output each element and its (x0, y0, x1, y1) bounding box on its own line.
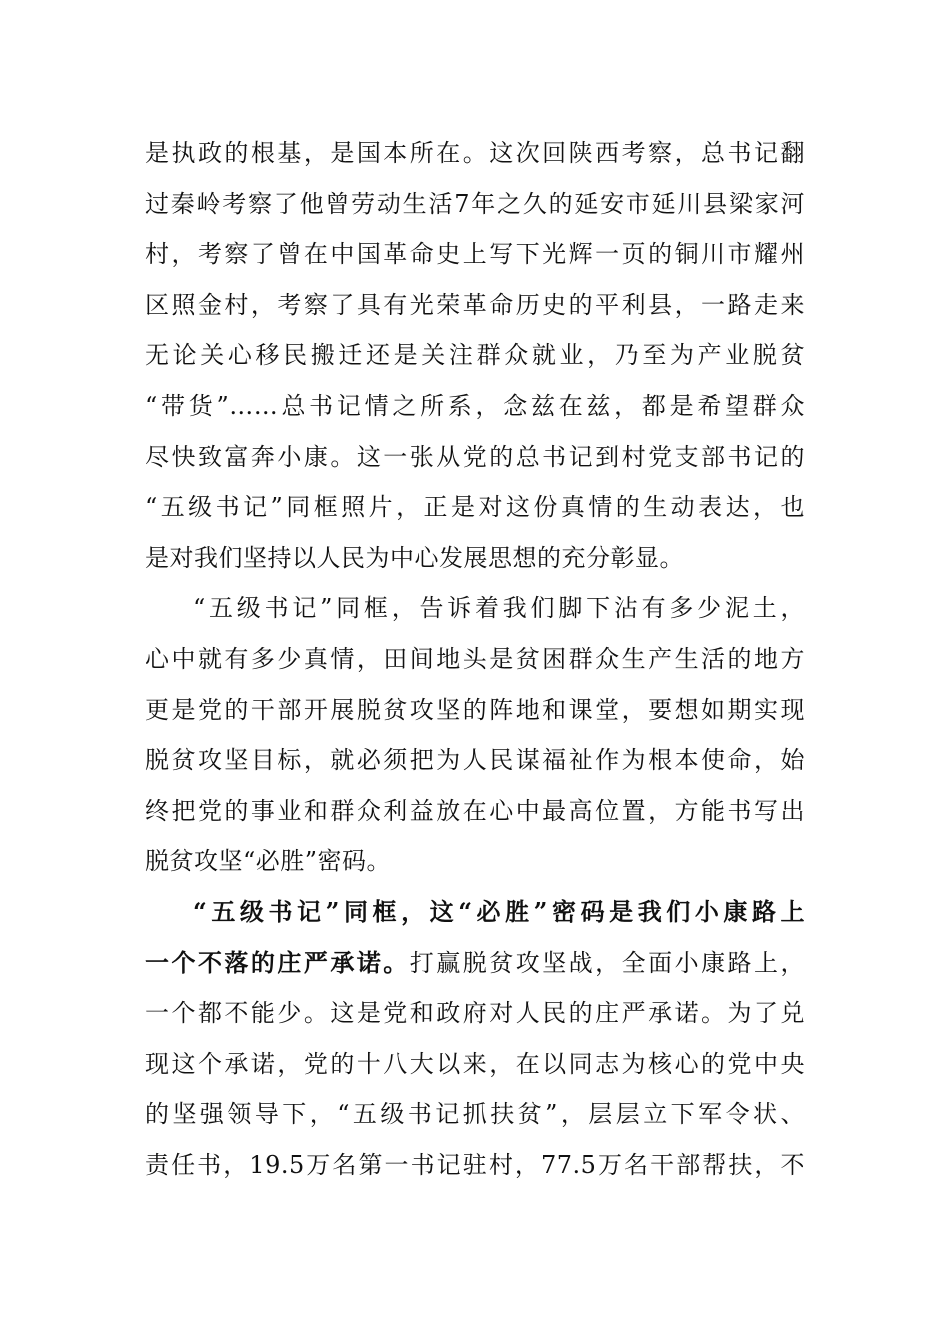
text-line (145, 1089, 805, 1140)
text-line (145, 887, 805, 938)
body-text: 是执政的根基，是国本所在。这次回陕西考察，总书记翻 (145, 139, 805, 167)
body-text: 的坚强领导下，“五级书记抓扶贫”，层层立下军令状、 (145, 1100, 805, 1129)
body-text: 终把党的事业和群众利益放在心中最高位置，方能书写出 (145, 796, 805, 825)
text-line (145, 280, 805, 331)
text-line (145, 1039, 805, 1090)
text-line (145, 583, 805, 634)
text-line (145, 1140, 805, 1191)
body-text: 责任书，19.5万名第一书记驻村，77.5万名干部帮扶，不 (145, 1150, 805, 1179)
paragraph (145, 887, 805, 1191)
text-line (145, 128, 805, 179)
text-line (145, 634, 805, 685)
body-text: 一个都不能少。这是党和政府对人民的庄严承诺。为了兑 (145, 999, 805, 1028)
text-line (145, 988, 805, 1039)
paragraph (145, 583, 805, 887)
body-text: 更是党的干部开展脱贫攻坚的阵地和课堂，要想如期实现 (145, 695, 805, 724)
body-text: 是对我们坚持以人民为中心发展思想的充分彰显。 (145, 543, 684, 572)
document-page (145, 128, 805, 1190)
bold-text: “五级书记”同框，这“必胜”密码是我们小康路上 (193, 896, 805, 926)
text-line (145, 735, 805, 786)
text-line (145, 381, 805, 432)
body-text: 打赢脱贫攻坚战，全面小康路上， (409, 948, 806, 977)
body-text: 脱贫攻坚目标，就必须把为人民谋福祉作为根本使命，始 (145, 746, 805, 775)
body-text: “带货”……总书记情之所系，念兹在兹，都是希望群众 (145, 391, 805, 420)
text-line (145, 432, 805, 483)
text-line (145, 533, 805, 584)
body-text: 村，考察了曾在中国革命史上写下光辉一页的铜川市耀州 (145, 240, 805, 269)
body-text: 过秦岭考察了他曾劳动生活7年之久的延安市延川县梁家河 (145, 189, 805, 218)
body-text: 尽快致富奔小康。这一张从党的总书记到村党支部书记的 (145, 442, 805, 471)
text-line (145, 179, 805, 230)
body-text: “五级书记”同框照片，正是对这份真情的生动表达，也 (145, 493, 805, 522)
text-line (145, 482, 805, 533)
text-line (145, 836, 805, 887)
body-text: 心中就有多少真情，田间地头是贫困群众生产生活的地方 (145, 644, 805, 673)
text-line (145, 229, 805, 280)
body-text: 脱贫攻坚“必胜”密码。 (145, 847, 392, 876)
bold-text: 一个不落的庄严承诺。 (145, 947, 410, 977)
text-line (145, 786, 805, 837)
body-text: “五级书记”同框，告诉着我们脚下沾有多少泥土， (193, 594, 805, 623)
paragraph (145, 128, 805, 583)
body-text: 现这个承诺，党的十八大以来，在以同志为核心的党中央 (145, 1049, 805, 1078)
body-text: 区照金村，考察了具有光荣革命历史的平利县，一路走来 (145, 290, 805, 319)
text-line (145, 330, 805, 381)
text-line (145, 938, 805, 989)
body-text: 无论关心移民搬迁还是关注群众就业，乃至为产业脱贫 (145, 341, 805, 370)
text-line (145, 685, 805, 736)
